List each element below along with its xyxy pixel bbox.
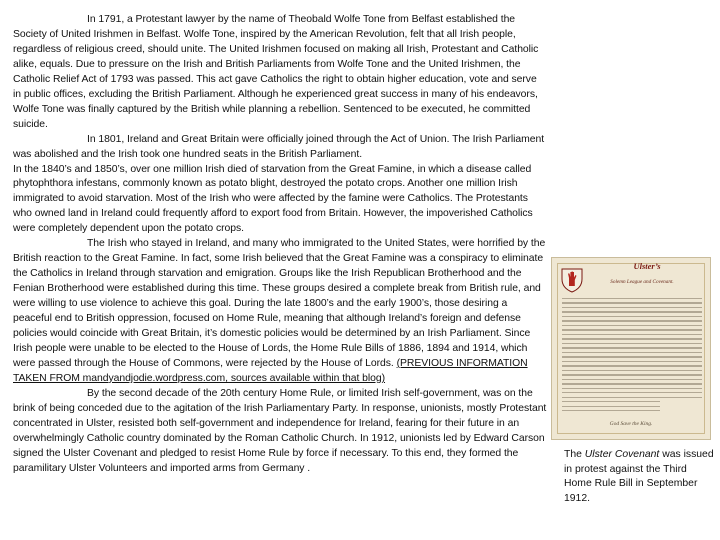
covenant-heading: Ulster’s [633,261,661,271]
article-text [13,13,547,477]
paragraph-5 [13,387,547,477]
caption-prefix: The [564,449,585,460]
image-caption [564,448,714,506]
caption-emphasis: Ulster Covenant [584,449,660,460]
paragraph-2 [13,133,547,163]
paragraph-3 [13,163,547,238]
source-link[interactable]: (PREVIOUS INFORMATION TAKEN FROM mandyandjodie.wordpress.com, sources available within that blog) [13,357,528,384]
paragraph-1 [13,13,547,133]
paragraph-5-text: By the second decade of the 20th century Home Rule, or limited Irish self-government, was on the brink of being conceded due to the agitation of the Irish Parliamentary Party. In response, unionists, mostly Protestant concentrated in Ulster, resisted both self-government and independence for Ireland, fearing for their future in an overwhelmingly Catholic country dominated by the Roman Catholic Church. In 1912, unionists led by Edward Carson signed the Ulster Covenant and pledged to resist Home Rule by force if necessary. To this end, they formed the paramilitary Ulster Volunteers and imported arms from Germany . [13,387,547,474]
red-hand-shield-icon [560,267,584,293]
paragraph-3-text: In the 1840’s and 1850’s, over one million Irish died of starvation from the Great Famine, in which a disease called phytophthora infestans, commonly known as potato blight, destroyed the potato crops. Another one million Irish immigrated to avoid starvation. Most of the Irish who were affected by the famine were Catholics. The Protestants who owned land in Ireland could frequently afford to export food from Britain. However, the impoverished Catholics were completely dependent upon the potato crops. [13,163,533,235]
caption-suffix: was issued in protest against the Third Home Rule Bill in September 1912. [564,449,714,504]
covenant-body-text [562,298,702,415]
ulster-covenant-image [551,257,711,440]
paragraph-1-text: In 1791, a Protestant lawyer by the name of Theobald Wolfe Tone from Belfast established the Society of United Irishmen in Belfast. Wolfe Tone, inspired by the American Revolution, felt that all Irish people, regardless of religious creed, should unite. The United Irishmen focused on making all Irish, Protestant and Catholic alike, equals. Due to pressure on the Irish and British Parliaments from Wolfe Tone and the United Irishmen, the Catholic Relief Act of 1793 was passed. This act gave Catholics the right to obtain higher education, vote and serve in public offices, excluding the British Parliament. Although he experienced great success in many of his endeavors, Wolfe Tone was finally captured by the British while planning a rebellion. Sentenced to be executed, he committed suicide. [13,14,539,130]
covenant-footer: God Save the King. [609,421,653,427]
paragraph-2-text: In 1801, Ireland and Great Britain were officially joined through the Act of Union. The Irish Parliament was abolished and the Irish took one hundred seats in the British Parliament. [13,133,545,160]
paragraph-4 [13,237,547,387]
paragraph-4-text: The Irish who stayed in Ireland, and many who immigrated to the United States, were horrified by the British reaction to the Great Famine. In fact, some Irish believed that the Great Famine was a conspiracy to eliminate the Catholics in Ireland through starvation and emigration. Groups like the Irish Republican Brotherhood and the Fenian Brotherhood were established during this time. These groups desired a complete break from British rule, and were willing to use violence to achieve this goal. During the late 1800’s and the early 1900’s, those desiring a peaceful end to British oppression, focused on Home Rule, meaning that although Ireland’s foreign and defense policies would coincide with Great Britain, it’s domestic policies would be determined by an Irish Parliament. Since Irish people were unable to be elected to the House of Lords, the Home Rule Bills of 1886, 1894 and 1914, which were passed through the House of Commons, were rejected by the House of Lords. [13,238,546,369]
covenant-subheading: Solemn League and Covenant. [610,279,674,285]
